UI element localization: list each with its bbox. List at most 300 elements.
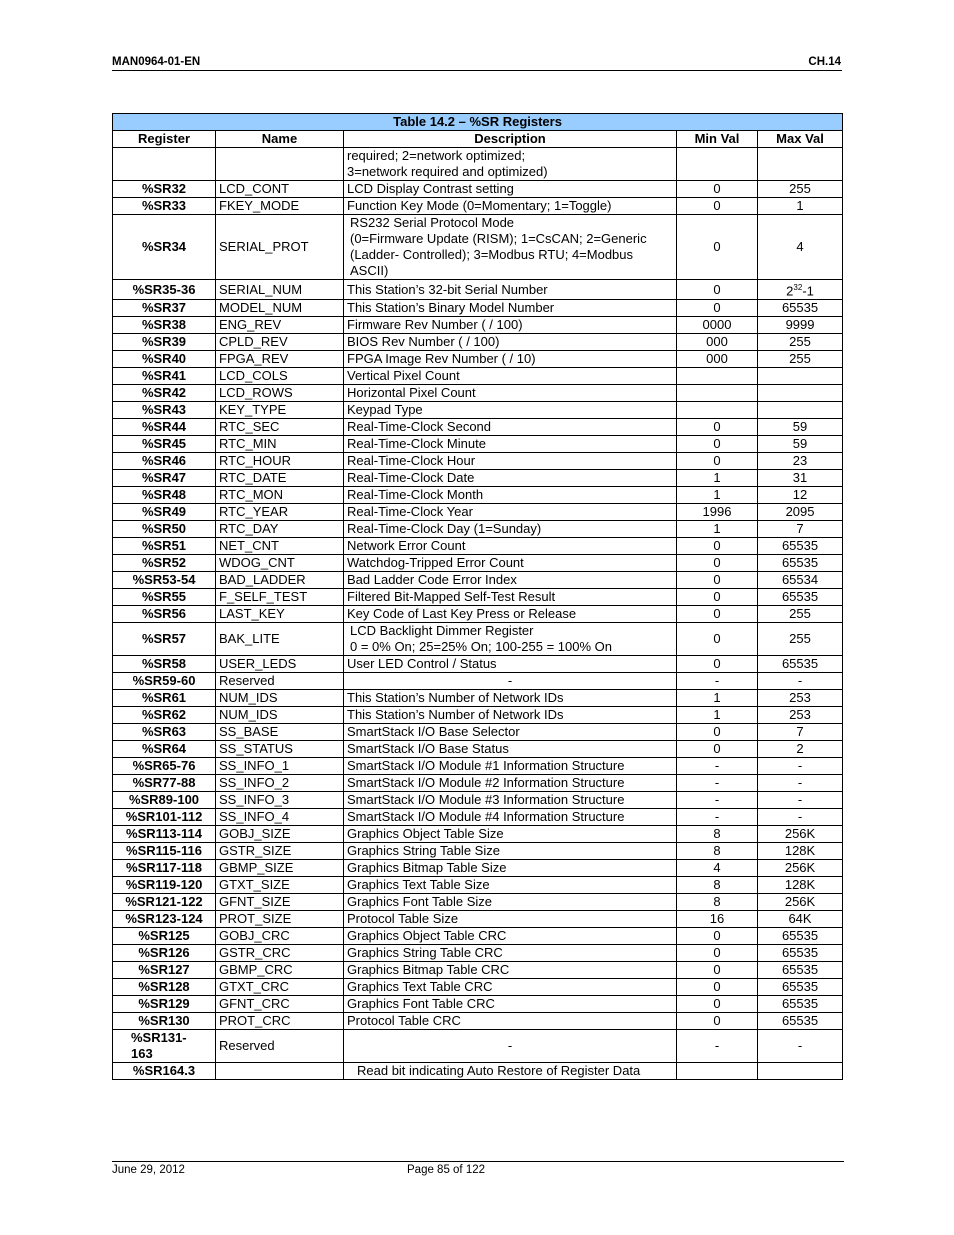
description-cell: This Station’s 32-bit Serial Number [344,280,677,300]
name-cell: SERIAL_NUM [216,280,344,300]
table-row [113,1063,843,1080]
name-cell: RTC_DATE [216,470,344,487]
name-cell: SS_STATUS [216,741,344,758]
register-cell: %SR164.3 [113,1063,216,1080]
table-row [113,334,843,351]
max-value-cell: - [758,775,843,792]
max-value-base: 2 [786,283,794,299]
description-cell: Graphics Object Table Size [344,826,677,843]
name-cell: SS_INFO_2 [216,775,344,792]
min-value-cell: 8 [677,843,758,860]
register-cell: %SR49 [113,504,216,521]
name-cell: GSTR_SIZE [216,843,344,860]
min-value-cell: - [677,673,758,690]
register-cell: %SR129 [113,996,216,1013]
min-value-cell: 1 [677,487,758,504]
name-cell: SERIAL_PROT [216,215,344,280]
continued-row [113,148,843,181]
name-cell: FKEY_MODE [216,198,344,215]
max-value-exponent: 32 [793,283,803,292]
max-value-cell: 65535 [758,538,843,555]
max-value-cell: 256K [758,826,843,843]
description-cell [344,623,677,656]
description-cell: SmartStack I/O Base Selector [344,724,677,741]
register-cell: %SR61 [113,690,216,707]
min-value-cell: 8 [677,826,758,843]
description-line: 0 = 0% On; 25=25% On; 100-255 = 100% On [350,639,612,655]
register-cell: %SR46 [113,453,216,470]
min-value-cell: 1996 [677,504,758,521]
max-value-cell: 65535 [758,945,843,962]
name-cell: LCD_COLS [216,368,344,385]
description-line: (0=Firmware Update (RISM); 1=CsCAN; 2=Generic [350,231,647,246]
name-cell: MODEL_NUM [216,300,344,317]
register-cell: %SR123-124 [113,911,216,928]
register-cell: %SR130 [113,1013,216,1030]
register-cell [113,1030,216,1063]
max-value-cell: 9999 [758,317,843,334]
description-cell: Filtered Bit-Mapped Self-Test Result [344,589,677,606]
description-cell: Real-Time-Clock Hour [344,453,677,470]
description-cell: SmartStack I/O Module #3 Information Structure [344,792,677,809]
description-cell: Read bit indicating Auto Restore of Register Data [344,1063,677,1080]
description-cell: Graphics Font Table CRC [344,996,677,1013]
register-cell: %SR40 [113,351,216,368]
register-cell: %SR128 [113,979,216,996]
table-row [113,843,843,860]
register-cell: %SR62 [113,707,216,724]
register-cell: %SR41 [113,368,216,385]
table-row [113,300,843,317]
name-cell: LAST_KEY [216,606,344,623]
min-value-cell: 0 [677,606,758,623]
register-cell: %SR34 [113,215,216,280]
table-row [113,809,843,826]
description-line: ASCII) [350,263,389,278]
table-row [113,945,843,962]
description-cell: SmartStack I/O Module #4 Information Structure [344,809,677,826]
register-cell: %SR89-100 [113,792,216,809]
max-value-cell: 65535 [758,555,843,572]
max-value-cell: 23 [758,453,843,470]
max-value-cell: 65535 [758,656,843,673]
min-value-cell: 0 [677,280,758,300]
register-cell: %SR48 [113,487,216,504]
register-cell: %SR58 [113,656,216,673]
name-cell: CPLD_REV [216,334,344,351]
description-cell: Real-Time-Clock Day (1=Sunday) [344,521,677,538]
max-value-cell [758,385,843,402]
max-value-cell: 253 [758,707,843,724]
description-cell: Firmware Rev Number ( / 100) [344,317,677,334]
description-cell: SmartStack I/O Base Status [344,741,677,758]
column-header: Name [216,131,344,148]
table-body [113,148,843,1080]
table-row [113,826,843,843]
sr-registers-table [112,113,843,1080]
description-cell: Vertical Pixel Count [344,368,677,385]
min-value-cell: 0 [677,555,758,572]
min-value-cell: 16 [677,911,758,928]
description-cell: SmartStack I/O Module #2 Information Structure [344,775,677,792]
max-value-cell: 2 [758,741,843,758]
description-cell: Graphics Bitmap Table Size [344,860,677,877]
table-row [113,673,843,690]
description-cell: Graphics Font Table Size [344,894,677,911]
name-cell: SS_INFO_3 [216,792,344,809]
document-id: MAN0964-01-EN [112,56,201,68]
max-value-cell: 65535 [758,300,843,317]
table-row [113,606,843,623]
table-row [113,775,843,792]
name-cell: GTXT_CRC [216,979,344,996]
register-cell: %SR125 [113,928,216,945]
name-cell: Reserved [216,673,344,690]
description-cell: Graphics Text Table CRC [344,979,677,996]
min-value-cell: 0 [677,419,758,436]
table-row [113,741,843,758]
name-cell: SS_INFO_4 [216,809,344,826]
table-row [113,436,843,453]
min-value-cell: 0 [677,215,758,280]
max-value-cell [758,402,843,419]
register-cell: %SR63 [113,724,216,741]
description-cell [344,215,677,280]
min-value-cell: 0000 [677,317,758,334]
min-value-cell: 000 [677,351,758,368]
min-value-cell: 0 [677,300,758,317]
name-cell: NET_CNT [216,538,344,555]
table-row [113,962,843,979]
name-cell: GFNT_CRC [216,996,344,1013]
min-value-cell: 000 [677,334,758,351]
min-value-cell: - [677,792,758,809]
name-cell: RTC_SEC [216,419,344,436]
name-cell: PROT_SIZE [216,911,344,928]
description-cell: Real-Time-Clock Date [344,470,677,487]
register-cell: %SR37 [113,300,216,317]
table-row [113,1013,843,1030]
register-cell: %SR52 [113,555,216,572]
register-cell: %SR38 [113,317,216,334]
name-cell: GOBJ_CRC [216,928,344,945]
min-value-cell: 0 [677,181,758,198]
name-cell: GFNT_SIZE [216,894,344,911]
max-value-cell: 65535 [758,996,843,1013]
register-cell: %SR101-112 [113,809,216,826]
max-value-cell: 4 [758,215,843,280]
min-value-cell [677,1063,758,1080]
description-line: RS232 Serial Protocol Mode [350,215,515,230]
register-cell: %SR113-114 [113,826,216,843]
min-value-cell: - [677,775,758,792]
register-cell: %SR117-118 [113,860,216,877]
max-value-cell: 128K [758,877,843,894]
table-row [113,877,843,894]
description-cell: Horizontal Pixel Count [344,385,677,402]
max-value-cell: 59 [758,419,843,436]
max-value-cell: - [758,1030,843,1063]
min-value-cell: 8 [677,894,758,911]
table-row [113,504,843,521]
table-row [113,690,843,707]
name-cell: RTC_DAY [216,521,344,538]
description-cell: Keypad Type [344,402,677,419]
max-value-cell: 255 [758,351,843,368]
register-cell: %SR50 [113,521,216,538]
table-row [113,487,843,504]
min-value-cell: 1 [677,690,758,707]
max-value-cell [758,280,843,300]
min-value-cell: 0 [677,656,758,673]
name-cell: LCD_CONT [216,181,344,198]
register-cell: %SR56 [113,606,216,623]
register-cell: %SR51 [113,538,216,555]
description-cell: Real-Time-Clock Second [344,419,677,436]
description-cell: Graphics String Table Size [344,843,677,860]
table-row [113,317,843,334]
max-value-cell: 255 [758,334,843,351]
table-caption: Table 14.2 – %SR Registers [113,114,843,131]
description-cell: This Station’s Binary Model Number [344,300,677,317]
table-row [113,521,843,538]
table-row [113,623,843,656]
max-value-cell: 65535 [758,589,843,606]
register-cell: %SR59-60 [113,673,216,690]
name-cell: GOBJ_SIZE [216,826,344,843]
max-value-cell: 12 [758,487,843,504]
column-header: Min Val [677,131,758,148]
description-line: required; 2=network optimized; [347,148,526,163]
column-header: Register [113,131,216,148]
table-row [113,656,843,673]
description-cell: Function Key Mode (0=Momentary; 1=Toggle) [344,198,677,215]
min-value-cell: 0 [677,572,758,589]
min-value-cell: 1 [677,707,758,724]
name-cell: GSTR_CRC [216,945,344,962]
footer-page-number: Page 85 of 122 [407,1164,486,1176]
min-value-cell: 1 [677,521,758,538]
name-cell: SS_INFO_1 [216,758,344,775]
table-row [113,911,843,928]
table-row [113,894,843,911]
description-cell: Real-Time-Clock Month [344,487,677,504]
table-row [113,996,843,1013]
footer-rule [112,1161,844,1162]
min-value-cell: 0 [677,928,758,945]
table-row [113,758,843,775]
min-value-cell: 0 [677,724,758,741]
column-header-row [113,131,843,148]
name-cell: SS_BASE [216,724,344,741]
name-cell: LCD_ROWS [216,385,344,402]
max-value-cell: 59 [758,436,843,453]
table-row [113,181,843,198]
max-value-cell: 256K [758,894,843,911]
description-cell: Graphics Bitmap Table CRC [344,962,677,979]
name-cell: ENG_REV [216,317,344,334]
max-value-cell: - [758,758,843,775]
header-rule [112,70,842,71]
register-cell: %SR65-76 [113,758,216,775]
table-row [113,351,843,368]
register-cell: %SR43 [113,402,216,419]
max-value-suffix: -1 [802,283,814,299]
max-value-cell: 253 [758,690,843,707]
min-value-cell: 0 [677,962,758,979]
name-cell: BAD_LADDER [216,572,344,589]
column-header: Max Val [758,131,843,148]
max-value-cell: - [758,792,843,809]
name-cell: Reserved [216,1030,344,1063]
column-header: Description [344,131,677,148]
register-cell: %SR126 [113,945,216,962]
max-value-cell: 7 [758,521,843,538]
max-value-cell: 65535 [758,962,843,979]
description-cell: Watchdog-Tripped Error Count [344,555,677,572]
register-cell: %SR64 [113,741,216,758]
description-line: (Ladder- Controlled); 3=Modbus RTU; 4=Modbus [350,247,634,262]
name-cell: F_SELF_TEST [216,589,344,606]
description-cell: SmartStack I/O Module #1 Information Structure [344,758,677,775]
name-cell: NUM_IDS [216,707,344,724]
name-cell: KEY_TYPE [216,402,344,419]
description-cell: - [344,673,677,690]
min-value-cell: 0 [677,198,758,215]
register-line: 163 [131,1046,153,1062]
description-cell: Graphics Text Table Size [344,877,677,894]
max-value-cell: 255 [758,181,843,198]
register-cell: %SR77-88 [113,775,216,792]
name-cell: RTC_HOUR [216,453,344,470]
name-cell: BAK_LITE [216,623,344,656]
description-cell: Key Code of Last Key Press or Release [344,606,677,623]
max-value-cell: - [758,809,843,826]
max-value-cell: - [758,673,843,690]
footer-date: June 29, 2012 [112,1164,185,1176]
min-value-cell: 0 [677,741,758,758]
register-cell: %SR121-122 [113,894,216,911]
max-value-cell [758,368,843,385]
min-value-cell: 8 [677,877,758,894]
max-value-cell: 65535 [758,928,843,945]
table-row [113,589,843,606]
min-value-cell: - [677,1030,758,1063]
description-cell: Real-Time-Clock Minute [344,436,677,453]
description-cell: Protocol Table CRC [344,1013,677,1030]
max-value-cell: 1 [758,198,843,215]
name-cell: FPGA_REV [216,351,344,368]
register-cell: %SR32 [113,181,216,198]
table-row [113,928,843,945]
description-cell: - [344,1030,677,1063]
description-cell: This Station’s Number of Network IDs [344,707,677,724]
name-cell [216,1063,344,1080]
description-cell: BIOS Rev Number ( / 100) [344,334,677,351]
name-cell: RTC_YEAR [216,504,344,521]
max-value-cell: 65535 [758,1013,843,1030]
min-value-cell: - [677,758,758,775]
table-row [113,419,843,436]
table-row [113,402,843,419]
min-value-cell [677,385,758,402]
max-value-cell: 65534 [758,572,843,589]
min-value-cell: 0 [677,453,758,470]
max-value-cell: 64K [758,911,843,928]
name-cell: PROT_CRC [216,1013,344,1030]
max-value-cell [758,1063,843,1080]
table-row [113,572,843,589]
register-cell: %SR44 [113,419,216,436]
min-value-cell: 0 [677,436,758,453]
max-value-cell: 128K [758,843,843,860]
name-cell: WDOG_CNT [216,555,344,572]
table-row [113,538,843,555]
min-value-cell: 0 [677,538,758,555]
description-cell: User LED Control / Status [344,656,677,673]
min-value-cell: - [677,809,758,826]
table-row [113,792,843,809]
table-row [113,470,843,487]
table-row [113,979,843,996]
name-cell: NUM_IDS [216,690,344,707]
register-cell: %SR33 [113,198,216,215]
description-cell: Graphics Object Table CRC [344,928,677,945]
description-cell: Bad Ladder Code Error Index [344,572,677,589]
table-row [113,198,843,215]
register-cell: %SR127 [113,962,216,979]
name-cell: USER_LEDS [216,656,344,673]
register-cell: %SR53-54 [113,572,216,589]
description-cell: Real-Time-Clock Year [344,504,677,521]
max-value-cell: 255 [758,623,843,656]
table-row [113,707,843,724]
continued-description [344,148,677,181]
table-row [113,215,843,280]
max-value-cell: 256K [758,860,843,877]
name-cell: RTC_MIN [216,436,344,453]
table-row [113,280,843,300]
description-cell: Network Error Count [344,538,677,555]
description-cell: FPGA Image Rev Number ( / 10) [344,351,677,368]
table-row [113,860,843,877]
min-value-cell: 4 [677,860,758,877]
table-row [113,555,843,572]
description-cell: LCD Display Contrast setting [344,181,677,198]
register-cell: %SR39 [113,334,216,351]
description-cell: Protocol Table Size [344,911,677,928]
min-value-cell: 0 [677,996,758,1013]
description-cell: Graphics String Table CRC [344,945,677,962]
min-value-cell: 1 [677,470,758,487]
max-value-cell: 7 [758,724,843,741]
register-cell: %SR57 [113,623,216,656]
register-cell: %SR115-116 [113,843,216,860]
name-cell: GBMP_SIZE [216,860,344,877]
min-value-cell: 0 [677,979,758,996]
register-cell: %SR55 [113,589,216,606]
max-value-cell: 255 [758,606,843,623]
table-row [113,1030,843,1063]
description-line: LCD Backlight Dimmer Register [350,623,534,639]
register-line: %SR131- [131,1030,187,1046]
chapter-label: CH.14 [808,56,841,68]
max-value-cell: 65535 [758,979,843,996]
register-cell: %SR35-36 [113,280,216,300]
table-row [113,724,843,741]
register-cell: %SR45 [113,436,216,453]
min-value-cell: 0 [677,589,758,606]
